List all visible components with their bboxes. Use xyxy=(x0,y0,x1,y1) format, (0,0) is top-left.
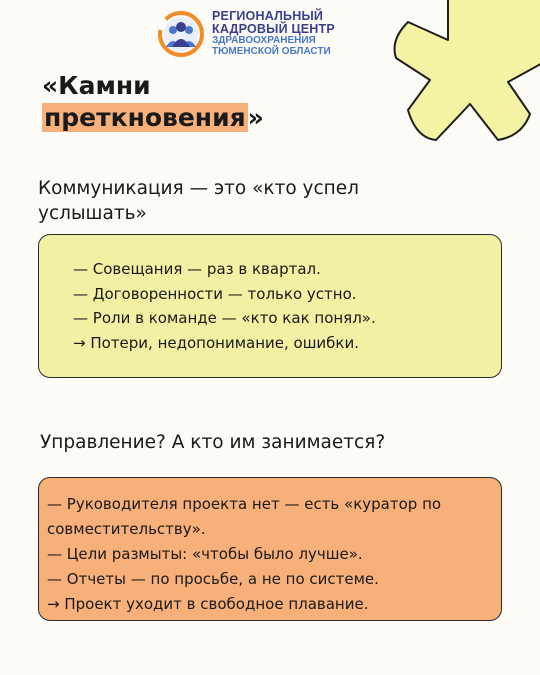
logo-text-line2: КАДРОВЫЙ ЦЕНТР xyxy=(212,21,335,36)
title-highlight: преткновения xyxy=(44,103,246,132)
list-item: — Договоренности — только устно. xyxy=(73,284,357,303)
logo-emblem-icon xyxy=(158,11,204,57)
title-part1: «Камни xyxy=(42,71,151,100)
section2-card xyxy=(38,477,502,621)
list-item: — Цели размыты: «чтобы было лучше». xyxy=(47,545,363,563)
list-item: — Совещания — раз в квартал. xyxy=(73,260,321,278)
logo-text-line1: РЕГИОНАЛЬНЫЙ xyxy=(212,9,324,23)
list-item: → Потери, недопонимание, ошибки. xyxy=(73,333,359,352)
decorative-star-icon xyxy=(388,0,540,148)
logo-text-line3: ЗДРАВООХРАНЕНИЯ xyxy=(212,35,316,46)
section2-heading: Управление? А кто им занимается? xyxy=(40,432,386,453)
list-item: → Проект уходит в свободное плавание. xyxy=(47,595,369,613)
logo xyxy=(158,10,335,57)
list-item: — Роли в команде — «кто как понял». xyxy=(73,309,376,327)
page-title xyxy=(42,70,264,134)
logo-text-line4: ТЮМЕНСКОЙ ОБЛАСТИ xyxy=(212,46,331,57)
section1-card xyxy=(38,234,502,378)
title-part2: » xyxy=(247,103,264,132)
list-item: — Отчеты — по просьбе, а не по системе. xyxy=(47,570,379,588)
list-item: — Руководителя проекта нет — есть «куратор по совместительству». xyxy=(47,495,442,538)
section1-heading: Коммуникация — это «кто успел услышать» xyxy=(38,178,359,224)
